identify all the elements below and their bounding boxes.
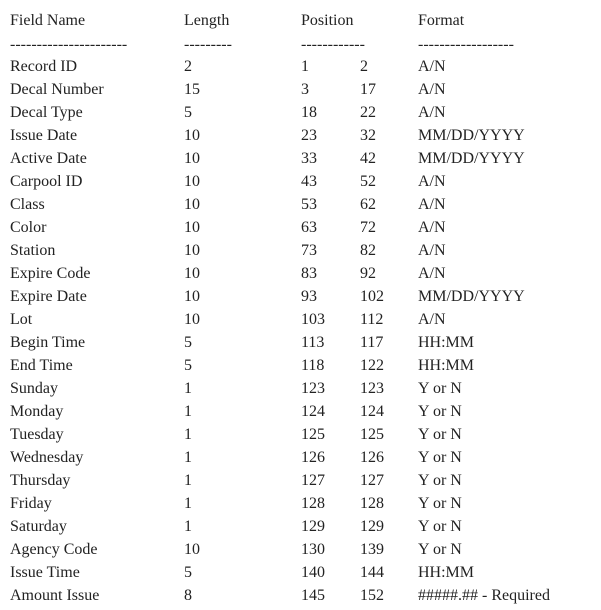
position-start-cell: 140 xyxy=(301,564,325,581)
length-cell: 10 xyxy=(184,541,200,558)
field-name-cell: Tuesday xyxy=(10,426,64,443)
field-name-cell: End Time xyxy=(10,357,73,374)
field-name-cell: Color xyxy=(10,219,47,236)
length-cell: 2 xyxy=(184,58,192,75)
position-start-cell: 113 xyxy=(301,334,325,351)
position-start-cell: 124 xyxy=(301,403,325,420)
field-name-cell: Monday xyxy=(10,403,64,420)
position-end-cell: 125 xyxy=(360,426,384,443)
format-cell: A/N xyxy=(418,58,446,75)
separator-field-name: ---------------------- xyxy=(10,36,128,53)
position-start-cell: 125 xyxy=(301,426,325,443)
format-cell: A/N xyxy=(418,265,446,282)
field-name-cell: Wednesday xyxy=(10,449,84,466)
length-cell: 10 xyxy=(184,150,200,167)
position-end-cell: 128 xyxy=(360,495,384,512)
position-end-cell: 122 xyxy=(360,357,384,374)
position-end-cell: 17 xyxy=(360,81,376,98)
format-cell: Y or N xyxy=(418,403,462,420)
position-start-cell: 93 xyxy=(301,288,317,305)
position-end-cell: 112 xyxy=(360,311,384,328)
header-format: Format xyxy=(418,12,465,29)
field-name-cell: Issue Date xyxy=(10,127,78,144)
position-start-cell: 63 xyxy=(301,219,317,236)
field-name-cell: Begin Time xyxy=(10,334,86,351)
header-position: Position xyxy=(301,12,354,29)
format-cell: A/N xyxy=(418,242,446,259)
length-cell: 5 xyxy=(184,564,192,581)
header-length: Length xyxy=(184,12,230,29)
length-cell: 1 xyxy=(184,472,192,489)
length-cell: 1 xyxy=(184,426,192,443)
position-start-cell: 118 xyxy=(301,357,325,374)
length-cell: 10 xyxy=(184,242,200,259)
position-end-cell: 123 xyxy=(360,380,384,397)
position-end-cell: 92 xyxy=(360,265,376,282)
position-start-cell: 33 xyxy=(301,150,317,167)
length-cell: 10 xyxy=(184,288,200,305)
position-end-cell: 126 xyxy=(360,449,384,466)
position-start-cell: 43 xyxy=(301,173,317,190)
format-cell: #####.## - Required xyxy=(418,587,550,604)
position-start-cell: 145 xyxy=(301,587,325,604)
field-name-cell: Record ID xyxy=(10,58,78,75)
position-end-cell: 52 xyxy=(360,173,376,190)
position-end-cell: 82 xyxy=(360,242,376,259)
format-cell: A/N xyxy=(418,196,446,213)
format-cell: A/N xyxy=(418,81,446,98)
field-name-cell: Friday xyxy=(10,495,52,512)
format-cell: HH:MM xyxy=(418,564,475,581)
format-cell: Y or N xyxy=(418,495,462,512)
position-start-cell: 130 xyxy=(301,541,325,558)
length-cell: 5 xyxy=(184,104,192,121)
position-end-cell: 62 xyxy=(360,196,376,213)
position-end-cell: 102 xyxy=(360,288,384,305)
field-name-cell: Class xyxy=(10,196,45,213)
length-cell: 10 xyxy=(184,173,200,190)
position-end-cell: 72 xyxy=(360,219,376,236)
format-cell: HH:MM xyxy=(418,357,475,374)
field-name-cell: Station xyxy=(10,242,56,259)
position-end-cell: 22 xyxy=(360,104,376,121)
field-name-cell: Agency Code xyxy=(10,541,98,558)
length-cell: 10 xyxy=(184,311,200,328)
format-cell: MM/DD/YYYY xyxy=(418,150,525,167)
position-end-cell: 152 xyxy=(360,587,384,604)
format-cell: A/N xyxy=(418,104,446,121)
field-name-cell: Saturday xyxy=(10,518,67,535)
format-cell: Y or N xyxy=(418,541,462,558)
position-end-cell: 144 xyxy=(360,564,384,581)
length-cell: 1 xyxy=(184,449,192,466)
length-cell: 8 xyxy=(184,587,192,604)
length-cell: 5 xyxy=(184,334,192,351)
position-start-cell: 1 xyxy=(301,58,309,75)
position-start-cell: 128 xyxy=(301,495,325,512)
field-name-cell: Decal Type xyxy=(10,104,83,121)
format-cell: Y or N xyxy=(418,426,462,443)
position-end-cell: 129 xyxy=(360,518,384,535)
field-name-cell: Amount Issue xyxy=(10,587,100,604)
header-field-name: Field Name xyxy=(10,12,86,29)
field-name-cell: Lot xyxy=(10,311,33,328)
length-cell: 10 xyxy=(184,196,200,213)
separator-format: ------------------ xyxy=(418,36,514,53)
format-cell: MM/DD/YYYY xyxy=(418,127,525,144)
position-start-cell: 18 xyxy=(301,104,317,121)
format-cell: A/N xyxy=(418,173,446,190)
position-start-cell: 127 xyxy=(301,472,325,489)
position-end-cell: 124 xyxy=(360,403,384,420)
position-end-cell: 139 xyxy=(360,541,384,558)
length-cell: 1 xyxy=(184,495,192,512)
format-cell: Y or N xyxy=(418,472,462,489)
field-name-cell: Sunday xyxy=(10,380,58,397)
separator-length: --------- xyxy=(184,36,232,53)
length-cell: 10 xyxy=(184,127,200,144)
format-cell: HH:MM xyxy=(418,334,475,351)
position-start-cell: 23 xyxy=(301,127,317,144)
field-name-cell: Issue Time xyxy=(10,564,80,581)
format-cell: Y or N xyxy=(418,380,462,397)
position-start-cell: 126 xyxy=(301,449,325,466)
position-end-cell: 42 xyxy=(360,150,376,167)
position-end-cell: 32 xyxy=(360,127,376,144)
position-end-cell: 127 xyxy=(360,472,384,489)
position-start-cell: 3 xyxy=(301,81,309,98)
length-cell: 10 xyxy=(184,265,200,282)
position-start-cell: 103 xyxy=(301,311,325,328)
position-start-cell: 83 xyxy=(301,265,317,282)
length-cell: 1 xyxy=(184,380,192,397)
format-cell: MM/DD/YYYY xyxy=(418,288,525,305)
position-end-cell: 117 xyxy=(360,334,384,351)
length-cell: 15 xyxy=(184,81,200,98)
position-start-cell: 73 xyxy=(301,242,317,259)
position-end-cell: 2 xyxy=(360,58,368,75)
length-cell: 5 xyxy=(184,357,192,374)
position-start-cell: 123 xyxy=(301,380,325,397)
field-name-cell: Expire Date xyxy=(10,288,87,305)
position-start-cell: 53 xyxy=(301,196,317,213)
position-start-cell: 129 xyxy=(301,518,325,535)
length-cell: 1 xyxy=(184,403,192,420)
field-name-cell: Expire Code xyxy=(10,265,91,282)
separator-position: ------------ xyxy=(301,36,365,53)
length-cell: 10 xyxy=(184,219,200,236)
field-name-cell: Carpool ID xyxy=(10,173,83,190)
format-cell: Y or N xyxy=(418,449,462,466)
field-name-cell: Active Date xyxy=(10,150,87,167)
format-cell: A/N xyxy=(418,219,446,236)
field-name-cell: Decal Number xyxy=(10,81,104,98)
format-cell: A/N xyxy=(418,311,446,328)
field-name-cell: Thursday xyxy=(10,472,71,489)
length-cell: 1 xyxy=(184,518,192,535)
format-cell: Y or N xyxy=(418,518,462,535)
